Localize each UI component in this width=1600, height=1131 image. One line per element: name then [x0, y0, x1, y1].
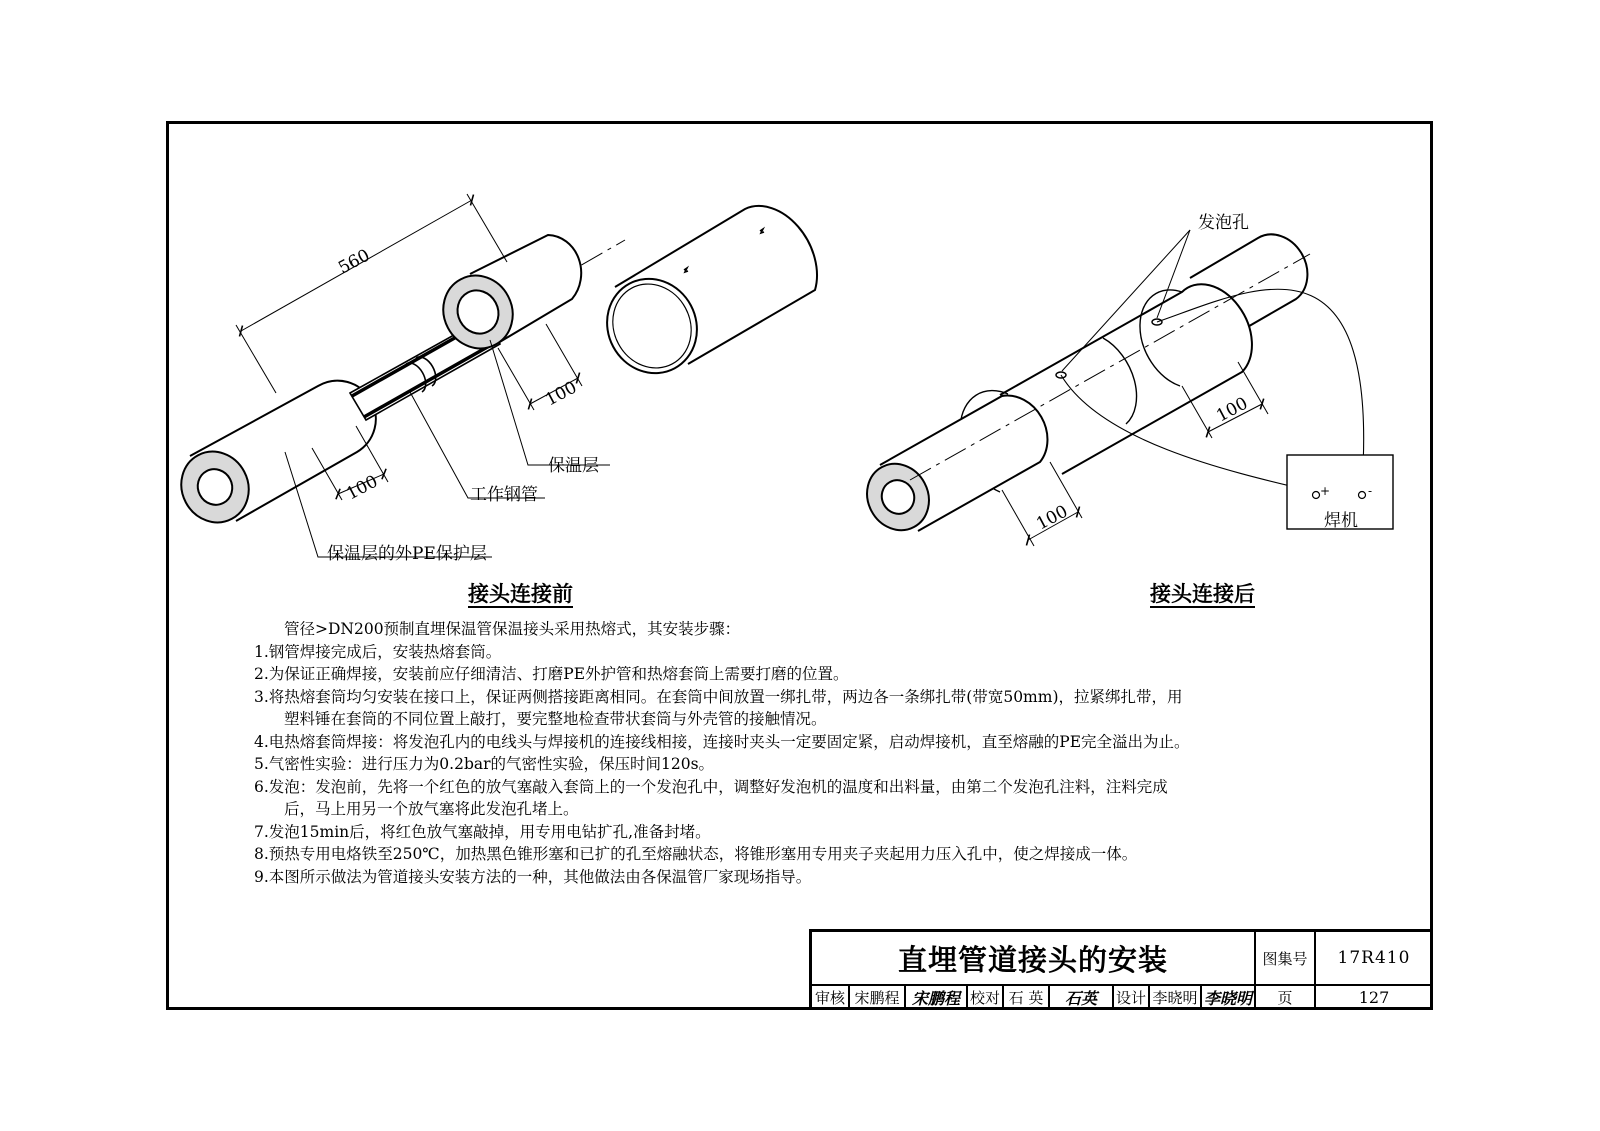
- caption-after: 接头连接后: [1150, 581, 1255, 606]
- note-line: 6.发泡：发泡前，先将一个红色的放气塞敲入套筒上的一个发泡孔中，调整好发泡机的温度和出料量，由第二个发泡孔注料，注料完成: [254, 777, 1168, 796]
- drawing-title: 直埋管道接头的安装: [897, 942, 1168, 977]
- note-3: [254, 686, 1374, 731]
- checker-name: 石 英: [1008, 989, 1044, 1007]
- note-1: [254, 641, 1374, 664]
- steel-pipe-label: 工作钢管: [470, 485, 538, 505]
- title-block: [809, 929, 1432, 1009]
- note-line: 8.预热专用电烙铁至250℃，加热黑色锥形塞和已扩的孔至熔融状态，将锥形塞用专用夹子夹起用力压入孔中，使之焊接成一体。: [254, 845, 1138, 863]
- dim-100-left-label: 100: [343, 471, 382, 505]
- designer-name: 李晓明: [1152, 989, 1198, 1007]
- dim-100-after-b-label: 100: [1033, 501, 1072, 535]
- note-line-cont: 塑料锤在套筒的不同位置上敲打，要完整地检查带状套筒与外壳管的接触情况。: [284, 710, 827, 728]
- insulation-label: 保温层: [548, 456, 599, 476]
- design-label: 设计: [1115, 989, 1146, 1007]
- note-2: [254, 663, 1374, 686]
- note-line: 1.钢管焊接完成后，安装热熔套筒。: [254, 642, 502, 661]
- dim-100-sleeve-label: 100: [542, 377, 581, 411]
- reviewer-name: 宋鹏程: [854, 989, 900, 1007]
- dim-100-after-a-label: 100: [1213, 393, 1252, 427]
- note-line: 5.气密性实验：进行压力为0.2bar的气密性实验，保压时间120s。: [254, 755, 715, 773]
- note-line: 7.发泡15min后，将红色放气塞敲掉，用专用电钻扩孔,准备封堵。: [254, 822, 711, 841]
- page-label: 页: [1277, 989, 1293, 1007]
- after-assembly: [856, 230, 1393, 546]
- note-line: 4.电热熔套筒焊接：将发泡孔内的电线头与焊接机的连接线相接，连接时夹头一定要固定紧，启动焊接机，直至熔融的PE完全溢出为止。: [254, 732, 1190, 751]
- note-line-cont: 后，马上用另一个放气塞将此发泡孔堵上。: [284, 800, 579, 818]
- atlas-number: 17R410: [1337, 948, 1411, 968]
- dim-560-label: 560: [335, 245, 374, 279]
- note-8: [254, 843, 1374, 866]
- note-7: [254, 821, 1374, 844]
- welder-minus-label: -: [1368, 484, 1373, 498]
- page-number: 127: [1358, 988, 1390, 1007]
- atlas-label: 图集号: [1262, 949, 1308, 968]
- welder-plus-label: +: [1320, 484, 1331, 498]
- caption-before: 接头连接前: [468, 581, 573, 606]
- note-9: [254, 866, 1374, 889]
- note-4: [254, 731, 1374, 754]
- note-line: 9.本图所示做法为管道接头安装方法的一种，其他做法由各保温管厂家现场指导。: [254, 867, 812, 886]
- note-line: 2.为保证正确焊接，安装前应仔细清洁、打磨PE外护管和热熔套筒上需要打磨的位置。: [254, 665, 849, 683]
- notes-intro: 管径>DN200预制直埋保温管保温接头采用热熔式，其安装步骤：: [284, 620, 741, 638]
- note-6: [254, 776, 1374, 821]
- installation-notes: [254, 618, 1374, 888]
- review-label: 审核: [814, 989, 845, 1007]
- welder-label: 焊机: [1324, 511, 1358, 531]
- checker-signature: 石英: [1064, 989, 1097, 1008]
- check-label: 校对: [969, 989, 1000, 1007]
- note-5: [254, 753, 1374, 776]
- note-line: 3.将热熔套筒均匀安装在接口上，保证两侧搭接距离相同。在套筒中间放置一绑扎带，两边各一条绑扎带(带宽50mm)，拉紧绑扎带，用: [254, 687, 1183, 706]
- reviewer-signature: 宋鹏程: [911, 989, 960, 1008]
- designer-signature: 李晓明: [1203, 989, 1252, 1008]
- pe-jacket-label: 保温层的外PE保护层: [327, 544, 487, 564]
- foam-hole-label: 发泡孔: [1198, 213, 1249, 233]
